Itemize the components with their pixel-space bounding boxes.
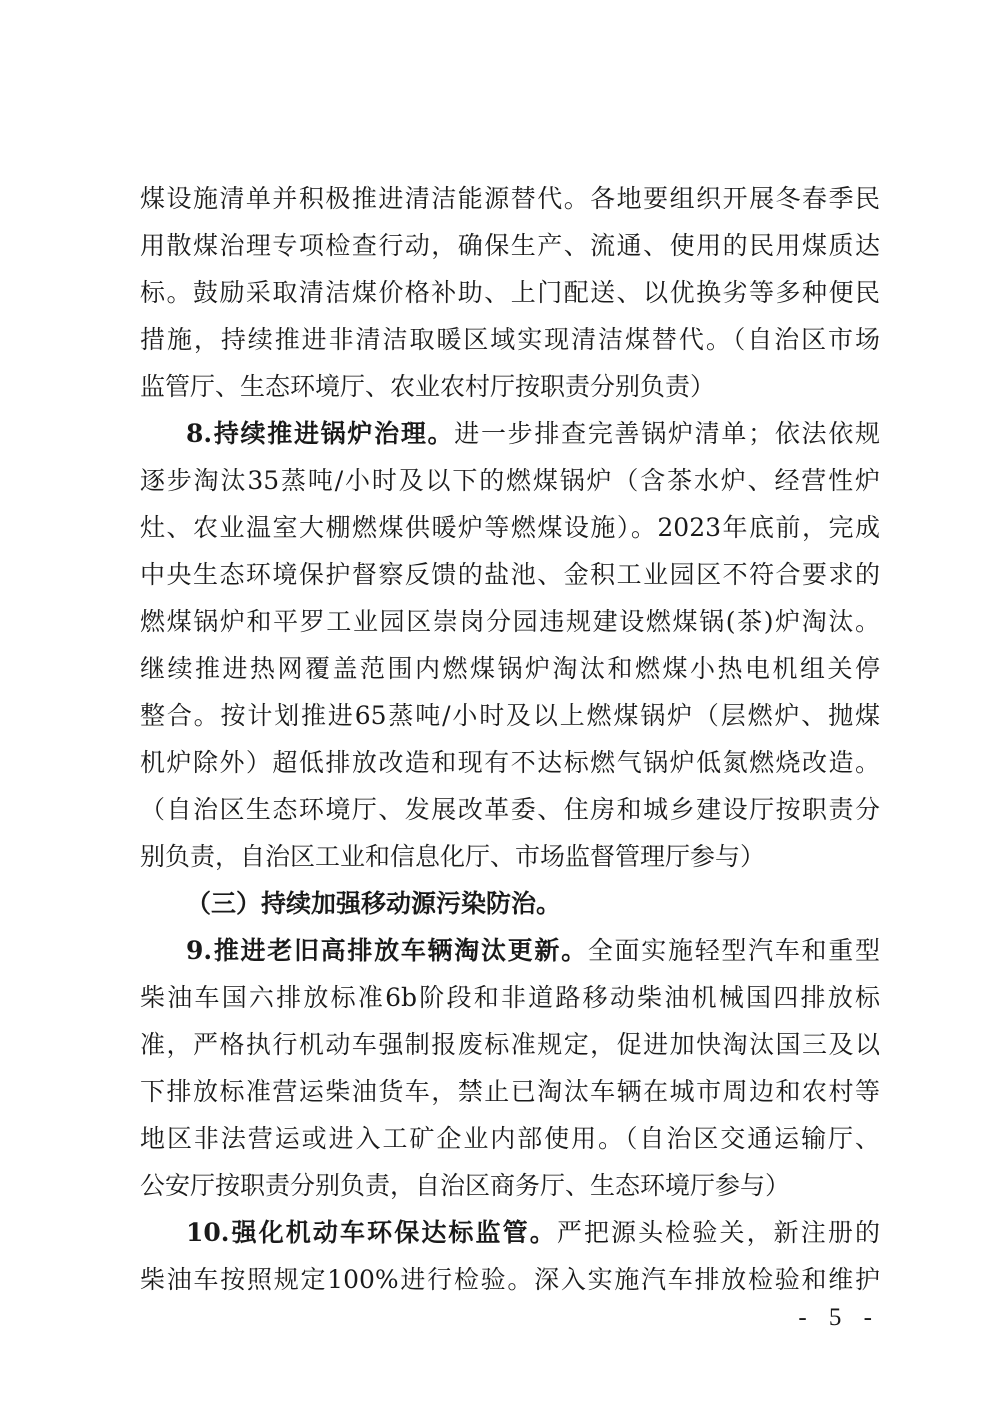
item-9-first-line xyxy=(186,928,880,974)
item-8-text: 进一步排查完善锅炉清单；依法依规 xyxy=(454,419,880,448)
paragraph-line: 煤设施清单并积极推进清洁能源替代。各地要组织开展冬春季民 xyxy=(140,184,880,213)
paragraph-line: 准，严格执行机动车强制报废标准规定，促进加快淘汰国三及以 xyxy=(140,1030,880,1059)
paragraph-line: 下排放标准营运柴油货车，禁止已淘汰车辆在城市周边和农村等 xyxy=(140,1077,880,1106)
paragraph-line: 逐步淘汰35蒸吨/小时及以下的燃煤锅炉（含茶水炉、经营性炉 xyxy=(140,466,880,495)
paragraph-line: 机炉除外）超低排放改造和现有不达标燃气锅炉低氮燃烧改造。 xyxy=(140,748,880,777)
paragraph-line: 监管厅、生态环境厅、农业农村厅按职责分别负责） xyxy=(140,372,716,401)
section-heading: （三）持续加强移动源污染防治。 xyxy=(186,889,562,918)
paragraph-line: 柴油车国六排放标准6b阶段和非道路移动柴油机械国四排放标 xyxy=(140,983,880,1012)
paragraph-line: 措施，持续推进非清洁取暖区域实现清洁煤替代。（自治区市场 xyxy=(140,325,880,354)
paragraph-line: 整合。按计划推进65蒸吨/小时及以上燃煤锅炉（层燃炉、抛煤 xyxy=(140,701,880,730)
paragraph-line: 标。鼓励采取清洁煤价格补助、上门配送、以优换劣等多种便民 xyxy=(140,278,880,307)
item-8-first-line xyxy=(186,411,880,457)
paragraph-line: 别负责，自治区工业和信息化厅、市场监督管理厅参与） xyxy=(140,842,766,871)
item-10-text: 严把源头检验关，新注册的 xyxy=(556,1218,880,1247)
paragraph-line: 继续推进热网覆盖范围内燃煤锅炉淘汰和燃煤小热电机组关停 xyxy=(140,654,880,683)
paragraph-line: 地区非法营运或进入工矿企业内部使用。（自治区交通运输厅、 xyxy=(140,1124,880,1153)
page-number: - 5 - xyxy=(798,1304,880,1331)
item-8-heading: 8.持续推进锅炉治理。 xyxy=(186,419,455,448)
item-9-text: 全面实施轻型汽车和重型 xyxy=(587,936,880,965)
paragraph-line: 用散煤治理专项检查行动，确保生产、流通、使用的民用煤质达 xyxy=(140,231,880,260)
paragraph-line: 燃煤锅炉和平罗工业园区崇岗分园违规建设燃煤锅(茶)炉淘汰。 xyxy=(140,607,880,636)
paragraph-line: 柴油车按照规定100%进行检验。深入实施汽车排放检验和维护 xyxy=(140,1265,880,1294)
item-9-heading: 9.推进老旧高排放车辆淘汰更新。 xyxy=(186,936,588,965)
paragraph-line: 中央生态环境保护督察反馈的盐池、金积工业园区不符合要求的 xyxy=(140,560,880,589)
item-10-heading: 10.强化机动车环保达标监管。 xyxy=(186,1218,557,1247)
paragraph-line: （自治区生态环境厅、发展改革委、住房和城乡建设厅按职责分 xyxy=(140,795,880,824)
paragraph-line: 公安厅按职责分别负责，自治区商务厅、生态环境厅参与） xyxy=(140,1171,791,1200)
item-10-first-line xyxy=(186,1210,880,1256)
paragraph-line: 灶、农业温室大棚燃煤供暖炉等燃煤设施）。2023年底前，完成 xyxy=(140,513,880,542)
